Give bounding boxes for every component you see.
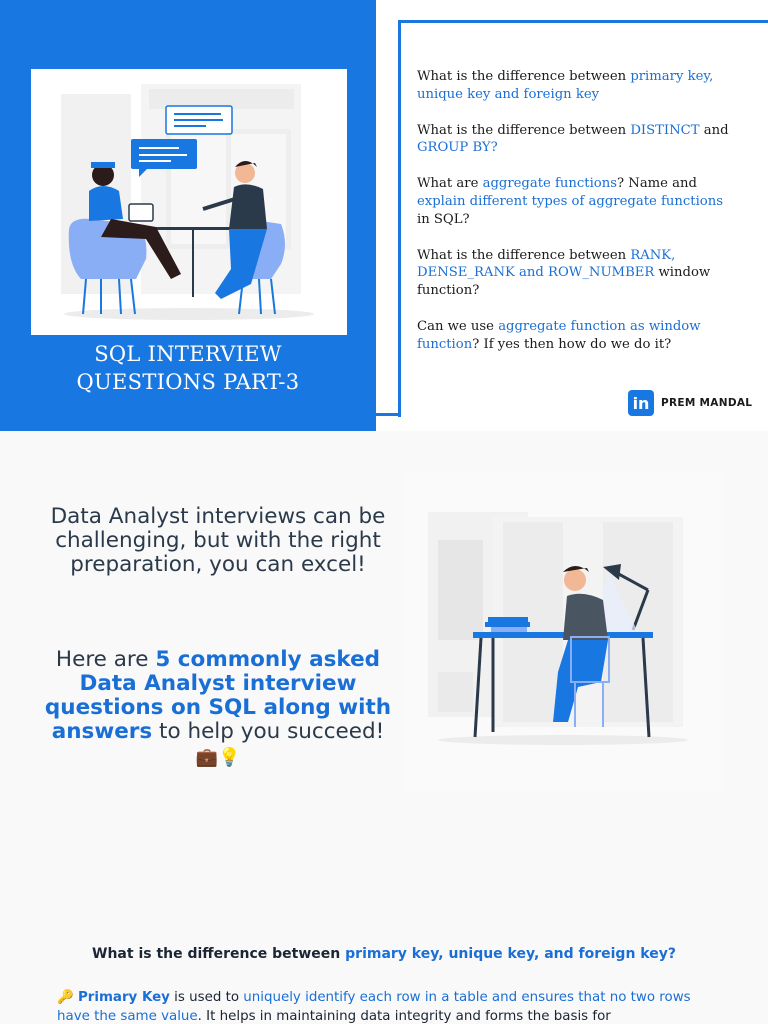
interview-illustration	[31, 69, 347, 335]
interview-scene-image	[31, 69, 347, 335]
questions-list	[417, 68, 737, 372]
question-item: What is the difference between DISTINCT and GROUP BY?	[417, 122, 729, 156]
question-item: What is the difference between primary key, unique key and foreign key	[417, 69, 714, 102]
author-name: PREM MANDAL	[661, 397, 753, 409]
answer-question-heading: What is the difference between primary key, unique key, and foreign key?	[92, 946, 676, 962]
linkedin-icon[interactable]: in	[628, 390, 654, 416]
author-brand[interactable]	[628, 390, 752, 416]
question-item: What are aggregate functions? Name and explain different types of aggregate functions in SQL?	[417, 176, 723, 227]
briefcase-bulb-icon: 💼💡	[195, 747, 241, 768]
intro-paragraph: Data Analyst interviews can be challenging, but with the right preparation, you can excel!	[50, 504, 386, 577]
frame-connector	[376, 413, 401, 416]
cover-title-line-1: SQL INTERVIEW	[94, 342, 282, 366]
cover-panel	[0, 0, 376, 431]
desk-illustration	[403, 472, 723, 792]
question-item: Can we use aggregate function as window function? If yes then how do we do it?	[417, 318, 701, 352]
cover-title	[0, 340, 376, 396]
cover-title-line-2: QUESTIONS PART-3	[76, 370, 300, 394]
question-item: What is the difference between RANK, DENSE_RANK and ROW_NUMBER window function?	[417, 247, 711, 299]
person-at-desk-image	[403, 472, 723, 792]
intro-highlight-paragraph: Here are 5 commonly asked Data Analyst interview questions on SQL along with answers to help you succeed! 💼💡	[38, 648, 398, 770]
key-icon: 🔑	[57, 990, 74, 1005]
answer-paragraph: 🔑 Primary Key is used to uniquely identify each row in a table and ensures that no two rows have the same value. It helps in maintaining data integrity and forms the basis for	[57, 990, 691, 1024]
